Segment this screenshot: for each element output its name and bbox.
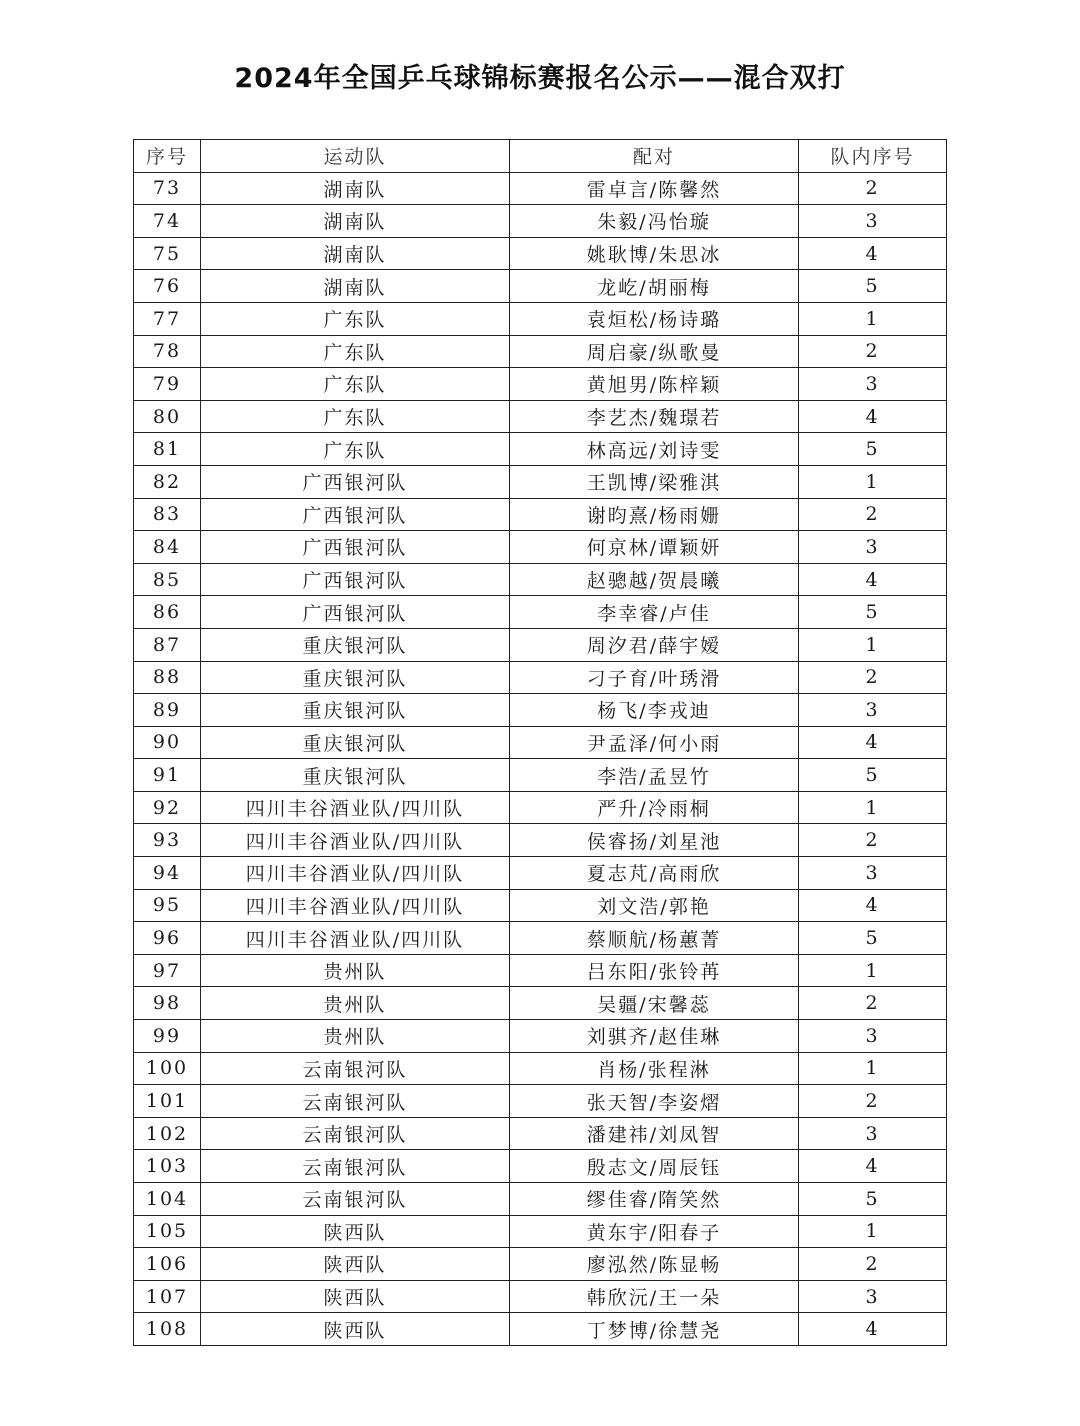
team-seed-cell: 3 — [799, 1020, 947, 1053]
serial-number-cell: 90 — [134, 726, 201, 759]
team-seed-cell: 1 — [799, 628, 947, 661]
pairing-cell: 吴疆/宋馨蕊 — [510, 987, 799, 1020]
serial-number-cell: 88 — [134, 661, 201, 694]
pairing-cell: 姚耿博/朱思冰 — [510, 237, 799, 270]
serial-number-cell: 73 — [134, 172, 201, 205]
pairing-cell: 黄东宇/阳春子 — [510, 1215, 799, 1248]
serial-number-cell: 102 — [134, 1117, 201, 1150]
team-cell: 广东队 — [201, 335, 510, 368]
serial-number-cell: 86 — [134, 596, 201, 629]
team-seed-cell: 1 — [799, 791, 947, 824]
team-cell: 广西银河队 — [201, 465, 510, 498]
team-seed-cell: 2 — [799, 172, 947, 205]
pairing-cell: 何京林/谭颖妍 — [510, 531, 799, 564]
team-seed-cell: 1 — [799, 954, 947, 987]
serial-number-cell: 95 — [134, 889, 201, 922]
table-row — [134, 726, 947, 759]
table-row — [134, 1280, 947, 1313]
team-cell: 广东队 — [201, 400, 510, 433]
team-seed-cell: 5 — [799, 759, 947, 792]
team-cell: 陕西队 — [201, 1313, 510, 1346]
serial-number-cell: 83 — [134, 498, 201, 531]
team-seed-cell: 4 — [799, 1150, 947, 1183]
pairing-cell: 潘建祎/刘凤智 — [510, 1117, 799, 1150]
table-row — [134, 237, 947, 270]
serial-number-cell: 75 — [134, 237, 201, 270]
table-row — [134, 563, 947, 596]
serial-number-cell: 101 — [134, 1085, 201, 1118]
table-row — [134, 824, 947, 857]
table-row — [134, 1215, 947, 1248]
team-seed-cell: 5 — [799, 596, 947, 629]
table-row — [134, 857, 947, 890]
table-row — [134, 922, 947, 955]
table-row — [134, 302, 947, 335]
pairing-cell: 周启豪/纵歌曼 — [510, 335, 799, 368]
team-cell: 湖南队 — [201, 205, 510, 238]
table-row — [134, 1020, 947, 1053]
team-cell: 广东队 — [201, 368, 510, 401]
table-row — [134, 628, 947, 661]
team-seed-cell: 3 — [799, 1117, 947, 1150]
pairing-cell: 刁子育/叶琇滑 — [510, 661, 799, 694]
pairing-cell: 殷志文/周辰钰 — [510, 1150, 799, 1183]
team-seed-cell: 4 — [799, 237, 947, 270]
table-row — [134, 759, 947, 792]
table-row — [134, 1085, 947, 1118]
serial-number-cell: 107 — [134, 1280, 201, 1313]
serial-number-cell: 87 — [134, 628, 201, 661]
serial-number-cell: 93 — [134, 824, 201, 857]
table-row — [134, 531, 947, 564]
registration-table — [133, 139, 947, 1346]
table-row — [134, 1248, 947, 1281]
header-team-seed: 队内序号 — [799, 140, 947, 173]
pairing-cell: 袁烜松/杨诗璐 — [510, 302, 799, 335]
team-cell: 广西银河队 — [201, 596, 510, 629]
team-seed-cell: 5 — [799, 433, 947, 466]
serial-number-cell: 89 — [134, 694, 201, 727]
table-row — [134, 1052, 947, 1085]
serial-number-cell: 74 — [134, 205, 201, 238]
team-cell: 四川丰谷酒业队/四川队 — [201, 889, 510, 922]
team-seed-cell: 1 — [799, 302, 947, 335]
table-row — [134, 433, 947, 466]
team-cell: 云南银河队 — [201, 1085, 510, 1118]
team-cell: 云南银河队 — [201, 1183, 510, 1216]
table-row — [134, 987, 947, 1020]
team-seed-cell: 2 — [799, 1085, 947, 1118]
table-row — [134, 400, 947, 433]
serial-number-cell: 80 — [134, 400, 201, 433]
serial-number-cell: 94 — [134, 857, 201, 890]
pairing-cell: 吕东阳/张铃苒 — [510, 954, 799, 987]
table-row — [134, 954, 947, 987]
header-serial-number: 序号 — [134, 140, 201, 173]
team-cell: 贵州队 — [201, 987, 510, 1020]
pairing-cell: 谢昀熹/杨雨姗 — [510, 498, 799, 531]
pairing-cell: 王凯博/梁雅淇 — [510, 465, 799, 498]
pairing-cell: 杨飞/李戎迪 — [510, 694, 799, 727]
team-cell: 广东队 — [201, 433, 510, 466]
pairing-cell: 赵骢越/贺晨曦 — [510, 563, 799, 596]
serial-number-cell: 108 — [134, 1313, 201, 1346]
table-header-row — [134, 140, 947, 173]
serial-number-cell: 84 — [134, 531, 201, 564]
team-cell: 湖南队 — [201, 172, 510, 205]
team-cell: 云南银河队 — [201, 1052, 510, 1085]
pairing-cell: 夏志芃/高雨欣 — [510, 857, 799, 890]
table-row — [134, 172, 947, 205]
table-row — [134, 270, 947, 303]
team-cell: 广东队 — [201, 302, 510, 335]
table-row — [134, 1183, 947, 1216]
team-cell: 广西银河队 — [201, 563, 510, 596]
serial-number-cell: 91 — [134, 759, 201, 792]
pairing-cell: 严升/冷雨桐 — [510, 791, 799, 824]
pairing-cell: 刘骐齐/赵佳琳 — [510, 1020, 799, 1053]
team-seed-cell: 5 — [799, 922, 947, 955]
team-cell: 重庆银河队 — [201, 726, 510, 759]
header-team: 运动队 — [201, 140, 510, 173]
pairing-cell: 林高远/刘诗雯 — [510, 433, 799, 466]
pairing-cell: 周汐君/薛宇嫒 — [510, 628, 799, 661]
table-row — [134, 368, 947, 401]
team-seed-cell: 2 — [799, 987, 947, 1020]
table-body — [134, 172, 947, 1345]
table-row — [134, 694, 947, 727]
team-seed-cell: 4 — [799, 400, 947, 433]
serial-number-cell: 77 — [134, 302, 201, 335]
serial-number-cell: 103 — [134, 1150, 201, 1183]
team-cell: 广西银河队 — [201, 531, 510, 564]
team-cell: 重庆银河队 — [201, 628, 510, 661]
team-seed-cell: 2 — [799, 1248, 947, 1281]
pairing-cell: 丁梦博/徐慧尧 — [510, 1313, 799, 1346]
header-pairing: 配对 — [510, 140, 799, 173]
team-cell: 重庆银河队 — [201, 694, 510, 727]
table-row — [134, 791, 947, 824]
team-seed-cell: 5 — [799, 1183, 947, 1216]
team-cell: 湖南队 — [201, 237, 510, 270]
table-row — [134, 1313, 947, 1346]
team-cell: 重庆银河队 — [201, 759, 510, 792]
pairing-cell: 李艺杰/魏璟若 — [510, 400, 799, 433]
team-seed-cell: 1 — [799, 465, 947, 498]
table-row — [134, 1150, 947, 1183]
serial-number-cell: 106 — [134, 1248, 201, 1281]
serial-number-cell: 79 — [134, 368, 201, 401]
team-seed-cell: 1 — [799, 1052, 947, 1085]
team-seed-cell: 3 — [799, 368, 947, 401]
team-seed-cell: 3 — [799, 857, 947, 890]
team-cell: 陕西队 — [201, 1215, 510, 1248]
serial-number-cell: 92 — [134, 791, 201, 824]
serial-number-cell: 85 — [134, 563, 201, 596]
team-seed-cell: 3 — [799, 694, 947, 727]
table-row — [134, 661, 947, 694]
pairing-cell: 廖泓然/陈显畅 — [510, 1248, 799, 1281]
team-cell: 四川丰谷酒业队/四川队 — [201, 824, 510, 857]
team-cell: 云南银河队 — [201, 1150, 510, 1183]
pairing-cell: 李浩/孟昱竹 — [510, 759, 799, 792]
team-cell: 贵州队 — [201, 954, 510, 987]
team-seed-cell: 2 — [799, 335, 947, 368]
team-cell: 云南银河队 — [201, 1117, 510, 1150]
serial-number-cell: 81 — [134, 433, 201, 466]
pairing-cell: 张天智/李姿熠 — [510, 1085, 799, 1118]
pairing-cell: 尹孟泽/何小雨 — [510, 726, 799, 759]
table-row — [134, 498, 947, 531]
pairing-cell: 黄旭男/陈梓颖 — [510, 368, 799, 401]
team-seed-cell: 3 — [799, 1280, 947, 1313]
table-row — [134, 596, 947, 629]
team-seed-cell: 2 — [799, 824, 947, 857]
pairing-cell: 蔡顺航/杨蕙菁 — [510, 922, 799, 955]
team-seed-cell: 3 — [799, 531, 947, 564]
table-row — [134, 465, 947, 498]
pairing-cell: 李幸睿/卢佳 — [510, 596, 799, 629]
pairing-cell: 雷卓言/陈馨然 — [510, 172, 799, 205]
team-cell: 四川丰谷酒业队/四川队 — [201, 857, 510, 890]
table-row — [134, 889, 947, 922]
team-seed-cell: 4 — [799, 563, 947, 596]
serial-number-cell: 100 — [134, 1052, 201, 1085]
team-cell: 四川丰谷酒业队/四川队 — [201, 922, 510, 955]
pairing-cell: 龙屹/胡丽梅 — [510, 270, 799, 303]
serial-number-cell: 98 — [134, 987, 201, 1020]
team-seed-cell: 1 — [799, 1215, 947, 1248]
pairing-cell: 刘文浩/郭艳 — [510, 889, 799, 922]
pairing-cell: 朱毅/冯怡璇 — [510, 205, 799, 238]
team-seed-cell: 2 — [799, 661, 947, 694]
serial-number-cell: 97 — [134, 954, 201, 987]
team-seed-cell: 4 — [799, 1313, 947, 1346]
pairing-cell: 肖杨/张程淋 — [510, 1052, 799, 1085]
team-seed-cell: 3 — [799, 205, 947, 238]
serial-number-cell: 104 — [134, 1183, 201, 1216]
team-cell: 陕西队 — [201, 1280, 510, 1313]
team-seed-cell: 4 — [799, 726, 947, 759]
team-seed-cell: 4 — [799, 889, 947, 922]
serial-number-cell: 82 — [134, 465, 201, 498]
team-seed-cell: 2 — [799, 498, 947, 531]
table-row — [134, 1117, 947, 1150]
team-cell: 四川丰谷酒业队/四川队 — [201, 791, 510, 824]
team-seed-cell: 5 — [799, 270, 947, 303]
pairing-cell: 韩欣沅/王一朵 — [510, 1280, 799, 1313]
team-cell: 贵州队 — [201, 1020, 510, 1053]
pairing-cell: 缪佳睿/隋笑然 — [510, 1183, 799, 1216]
serial-number-cell: 78 — [134, 335, 201, 368]
table-row — [134, 335, 947, 368]
table-row — [134, 205, 947, 238]
serial-number-cell: 105 — [134, 1215, 201, 1248]
team-cell: 重庆银河队 — [201, 661, 510, 694]
team-cell: 广西银河队 — [201, 498, 510, 531]
serial-number-cell: 96 — [134, 922, 201, 955]
team-cell: 湖南队 — [201, 270, 510, 303]
serial-number-cell: 99 — [134, 1020, 201, 1053]
serial-number-cell: 76 — [134, 270, 201, 303]
page-title: 2024年全国乒乓球锦标赛报名公示——混合双打 — [234, 63, 846, 94]
pairing-cell: 侯睿扬/刘星池 — [510, 824, 799, 857]
team-cell: 陕西队 — [201, 1248, 510, 1281]
